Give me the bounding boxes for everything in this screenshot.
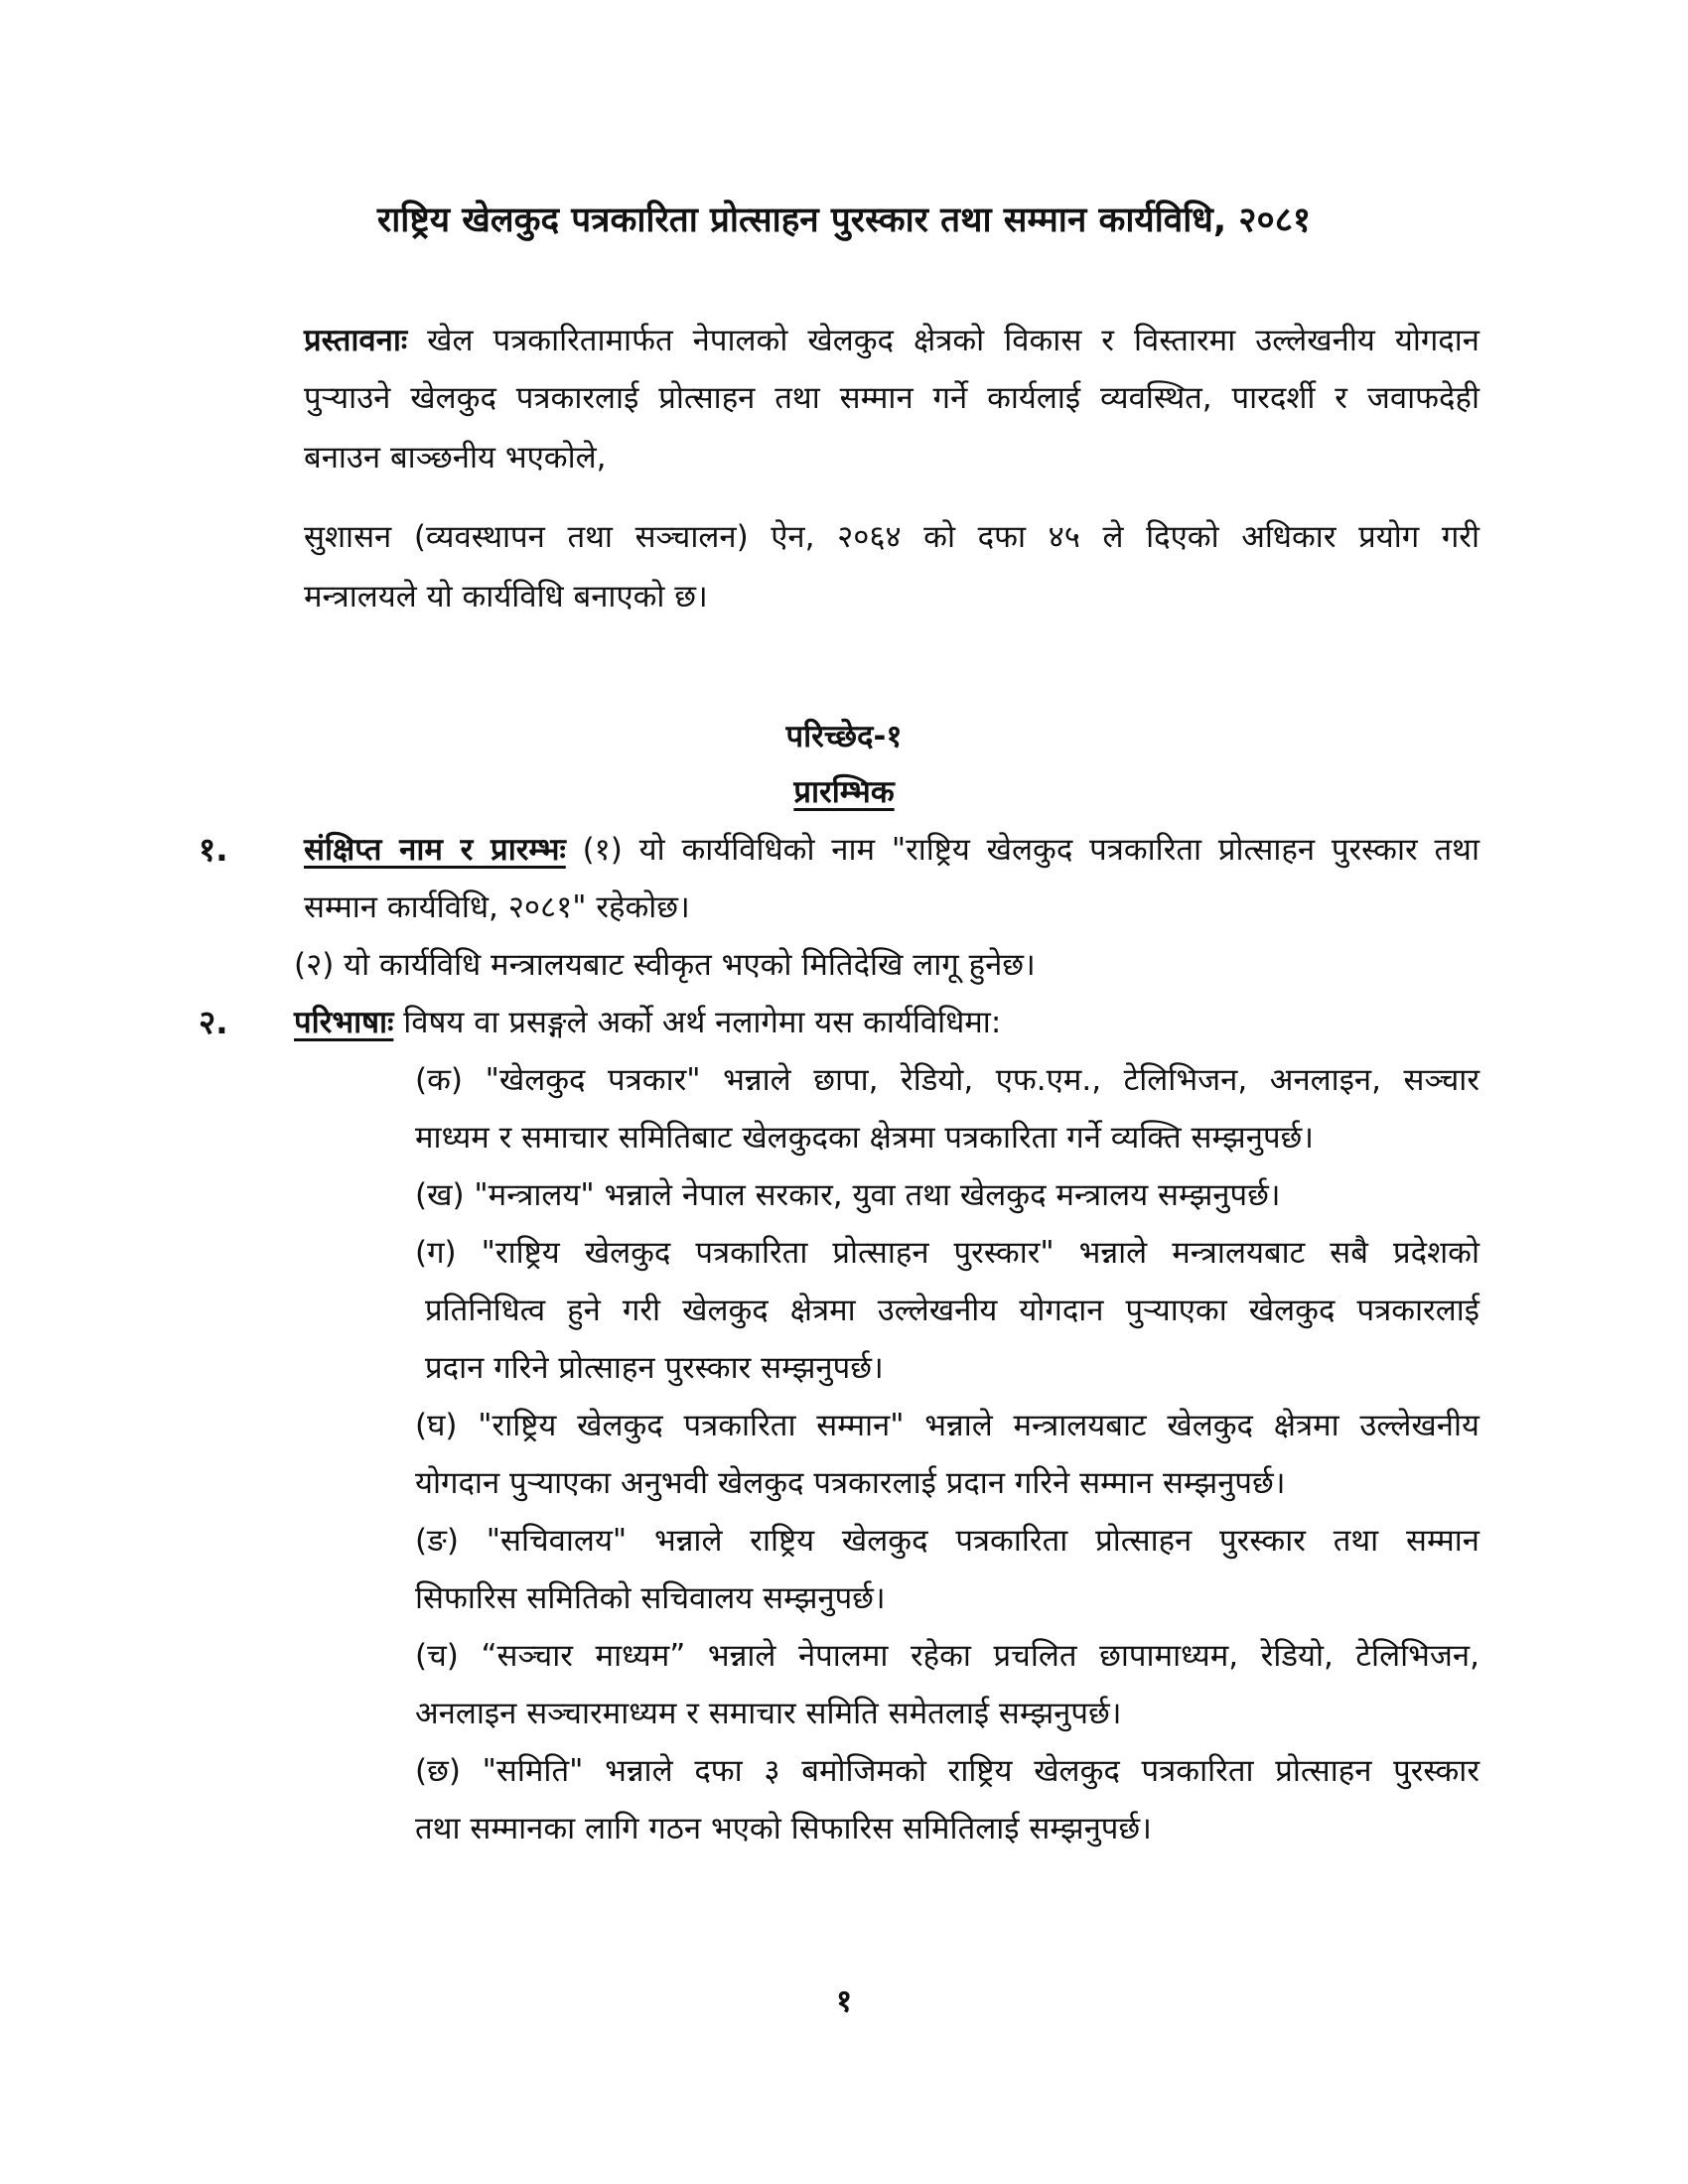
clause-chha-line-1: (छ) "समिति" भन्नाले दफा ३ बमोजिमको राष्ट्रिय खेलकुद पत्रकारिता प्रोत्साहन पुरस्कार — [415, 1753, 1479, 1789]
authority-line-2: मन्त्रालयले यो कार्यविधि बनाएको छ। — [304, 579, 708, 614]
section-2-line-1: परिभाषाः विषय वा प्रसङ्गले अर्को अर्थ नलागेमा यस कार्यविधिमा: — [294, 1005, 1002, 1040]
preamble-line-1: प्रस्तावनाः खेल पत्रकारितामार्फत नेपालको खेलकुद क्षेत्रको विकास र विस्तारमा उल्लेखनीय योगदान — [304, 323, 1479, 358]
section-1-heading: संक्षिप्त नाम र प्रारम्भः — [304, 832, 566, 868]
authority-line-1: सुशासन (व्यवस्थापन तथा सञ्चालन) ऐन, २०६४ को दफा ४५ ले दिएको अधिकार प्रयोग गरी — [304, 519, 1479, 555]
clause-ka-line-1: (क) "खेलकुद पत्रकार" भन्नाले छापा, रेडियो, एफ.एम., टेलिभिजन, अनलाइन, सञ्चार — [415, 1062, 1479, 1098]
section-1-subsection-2: (२) यो कार्यविधि मन्त्रालयबाट स्वीकृत भएको मितिदेखि लागू हुनेछ। — [294, 947, 1036, 983]
clause-nga-line-2: सिफारिस समितिको सचिवालय सम्झनुपर्छ। — [415, 1580, 886, 1616]
section-2-heading: परिभाषाः — [294, 1005, 394, 1040]
clause-kha-line-1: (ख) "मन्त्रालय" भन्नाले नेपाल सरकार, युवा तथा खेलकुद मन्त्रालय सम्झनुपर्छ। — [415, 1177, 1281, 1213]
clause-gha-line-2: योगदान पुऱ्याएका अनुभवी खेलकुद पत्रकारलाई प्रदान गरिने सम्मान सम्झनुपर्छ। — [415, 1465, 1286, 1501]
document-title: राष्ट्रिय खेलकुद पत्रकारिता प्रोत्साहन पुरस्कार तथा सम्मान कार्यविधि, २०८१ — [376, 201, 1312, 240]
clause-ga-line-2: प्रतिनिधित्व हुने गरी खेलकुद क्षेत्रमा उल्लेखनीय योगदान पुऱ्याएका खेलकुद पत्रकारलाई — [425, 1293, 1479, 1328]
section-1-number: १. — [199, 830, 228, 869]
preamble-line-3: बनाउन बाञ्छनीय भएकोले, — [304, 440, 607, 476]
clause-chha-line-2: तथा सम्मानका लागि गठन भएको सिफारिस समितिलाई सम्झनुपर्छ। — [415, 1811, 1152, 1846]
section-1-line-2: सम्मान कार्यविधि, २०८१" रहेकोछ। — [304, 889, 690, 925]
page-number: १ — [835, 1983, 853, 2019]
clause-cha-line-2: अनलाइन सञ्चारमाध्यम र समाचार समिति समेतलाई सम्झनुपर्छ। — [415, 1696, 1122, 1731]
clause-nga-line-1: (ङ) "सचिवालय" भन्नाले राष्ट्रिय खेलकुद पत्रकारिता प्रोत्साहन पुरस्कार तथा सम्मान — [415, 1523, 1479, 1559]
clause-ga-line-1: (ग) "राष्ट्रिय खेलकुद पत्रकारिता प्रोत्साहन पुरस्कार" भन्नाले मन्त्रालयबाट सबै प्रदेशको — [415, 1235, 1479, 1271]
section-2-number: २. — [199, 1003, 228, 1041]
preamble-line-2: पुऱ्याउने खेलकुद पत्रकारलाई प्रोत्साहन तथा सम्मान गर्ने कार्यलाई व्यवस्थित, पारदर्शी र जवाफदेही — [304, 380, 1479, 416]
preamble-label: प्रस्तावनाः — [304, 323, 408, 358]
section-1-line-1: संक्षिप्त नाम र प्रारम्भः (१) यो कार्यविधिको नाम "राष्ट्रिय खेलकुद पत्रकारिता प्रोत्साहन पुरस्कार तथा — [304, 832, 1479, 868]
clause-gha-line-1: (घ) "राष्ट्रिय खेलकुद पत्रकारिता सम्मान" भन्नाले मन्त्रालयबाट खेलकुद क्षेत्रमा उल्लेखनीय — [415, 1408, 1479, 1443]
clause-ka-line-2: माध्यम र समाचार समितिबाट खेलकुदका क्षेत्रमा पत्रकारिता गर्ने व्यक्ति सम्झनुपर्छ। — [415, 1120, 1315, 1156]
clause-cha-line-1: (च) “सञ्चार माध्यम” भन्नाले नेपालमा रहेका प्रचलित छापामाध्यम, रेडियो, टेलिभिजन, — [415, 1638, 1479, 1674]
clause-ga-line-3: प्रदान गरिने प्रोत्साहन पुरस्कार सम्झनुपर्छ। — [425, 1350, 884, 1386]
chapter-name: प्रारम्भिक — [793, 774, 895, 810]
chapter-number: परिच्छेद-१ — [785, 719, 903, 754]
